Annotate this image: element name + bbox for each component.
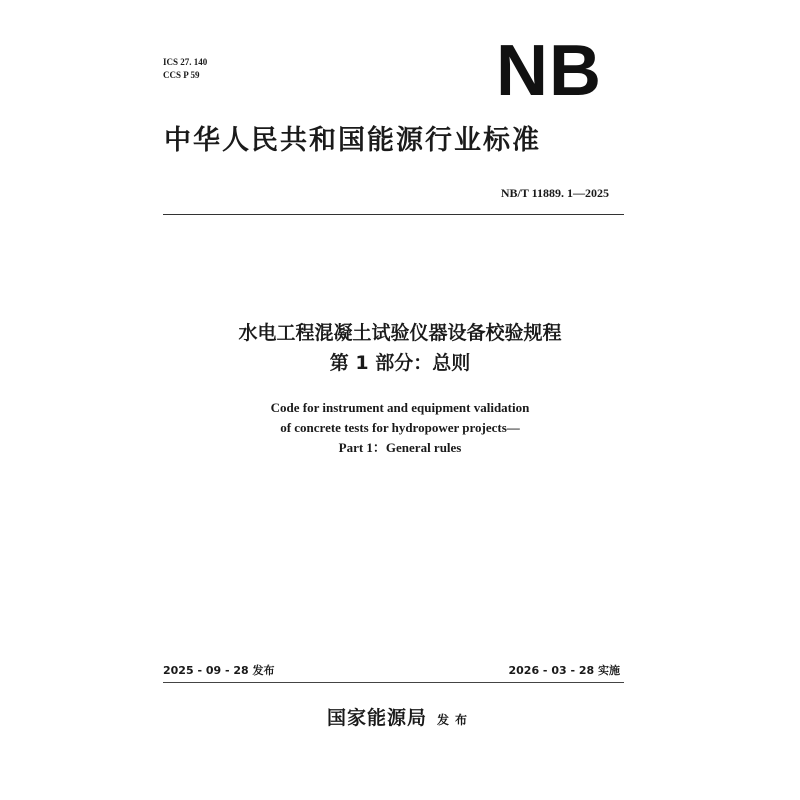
chinese-title: [0, 318, 800, 378]
standard-number: NB/T 11889. 1—2025: [500, 186, 609, 200]
issuer-block: [0, 703, 800, 730]
dates-divider: [163, 682, 624, 683]
ccs-code: CCS P 59: [163, 70, 200, 80]
nb-logo: NB: [496, 31, 602, 111]
chinese-title-line-2: 第 1 部分：总则: [329, 352, 471, 374]
issuer-action: 发布: [437, 713, 474, 727]
classification-codes: [163, 56, 207, 82]
issue-date: 2025 - 09 - 28 发布: [163, 664, 275, 677]
issuer-name: 国家能源局: [326, 707, 427, 729]
english-title-line-3: Part 1：General rules: [338, 440, 462, 455]
ics-code: ICS 27. 140: [163, 57, 208, 67]
english-title-line-2: of concrete tests for hydropower projects—: [280, 420, 520, 435]
effective-date: 2026 - 03 - 28 实施: [508, 664, 620, 677]
standard-category-title: 中华人民共和国能源行业标准: [164, 125, 541, 156]
chinese-title-line-1: 水电工程混凝土试验仪器设备校验规程: [238, 322, 562, 344]
english-title: [0, 398, 800, 458]
header-divider: [163, 214, 624, 215]
english-title-line-1: Code for instrument and equipment validation: [270, 400, 530, 415]
